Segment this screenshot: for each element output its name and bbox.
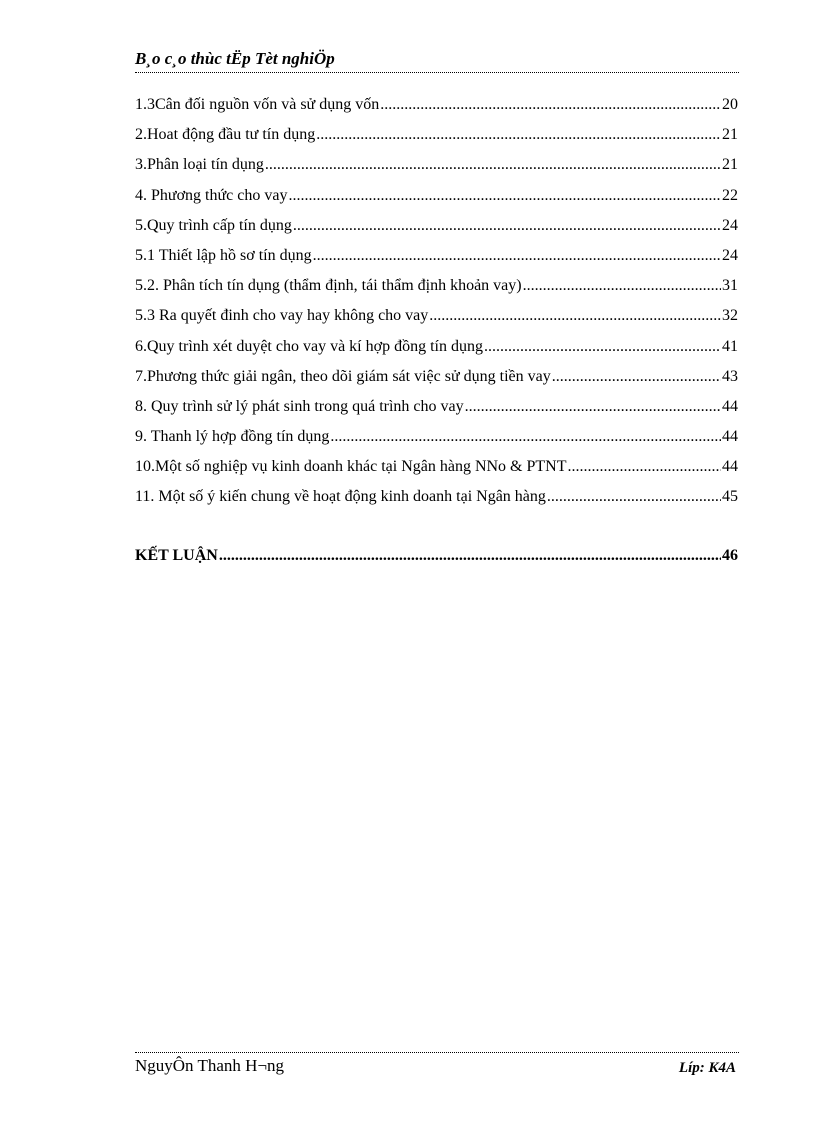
toc-conclusion-page: 46 <box>722 547 738 564</box>
toc-entry-label: 8. Quy trình sử lý phát sinh trong quá trình cho vay <box>135 397 464 415</box>
toc-leader-dots <box>330 425 721 449</box>
table-of-contents <box>135 93 738 516</box>
toc-entry-label: 3.Phân loại tín dụng <box>135 156 264 174</box>
footer-divider <box>135 1052 739 1053</box>
toc-entry-page: 43 <box>722 367 738 385</box>
toc-entry <box>135 123 738 153</box>
toc-entry-label: 4. Phương thức cho vay <box>135 186 288 204</box>
toc-entry-label: 2.Hoat động đầu tư tín dụng <box>135 126 316 144</box>
toc-leader-dots <box>484 335 721 359</box>
toc-entry-page: 32 <box>722 307 738 325</box>
toc-leader-dots <box>265 153 721 177</box>
toc-entry <box>135 214 738 244</box>
toc-entry-label: 6.Quy trình xét duyệt cho vay và kí hợp đồng tín dụng <box>135 337 483 355</box>
toc-entry-page: 44 <box>722 397 738 415</box>
toc-leader-dots <box>547 485 721 509</box>
toc-entry-page: 31 <box>722 277 738 295</box>
toc-entry <box>135 93 738 123</box>
toc-entry-label: 10.Một số nghiệp vụ kinh doanh khác tại Ngân hàng NNo & PTNT <box>135 458 567 476</box>
toc-entry-page: 41 <box>722 337 738 355</box>
toc-entry-page: 24 <box>722 246 738 264</box>
toc-entry-page: 44 <box>722 428 738 446</box>
toc-entry-label: 5.3 Ra quyết đinh cho vay hay không cho vay <box>135 307 429 325</box>
toc-leader-dots <box>288 184 721 208</box>
footer-author: NguyÔn Thanh H¬ng <box>135 1056 285 1075</box>
toc-entry <box>135 274 738 304</box>
toc-leader-dots <box>523 274 721 298</box>
toc-entry-label: 7.Phương thức giải ngân, theo dõi giám sát việc sử dụng tiền vay <box>135 367 551 385</box>
toc-entry-page: 20 <box>722 96 738 113</box>
toc-entry-page: 44 <box>722 458 738 476</box>
toc-entry <box>135 304 738 334</box>
toc-entry-label: 5.Quy trình cấp tín dụng <box>135 216 292 234</box>
toc-conclusion-entry <box>135 544 738 568</box>
toc-entry <box>135 425 738 455</box>
toc-entry <box>135 455 738 485</box>
toc-leader-dots <box>219 544 721 568</box>
toc-leader-dots <box>429 304 721 328</box>
toc-entry <box>135 395 738 425</box>
toc-entry-label: 1.3Cân đối nguồn vốn và sử dụng vốn <box>135 96 380 113</box>
toc-leader-dots <box>313 244 721 268</box>
toc-entry <box>135 184 738 214</box>
toc-entry <box>135 153 738 183</box>
toc-entry-label: 5.2. Phân tích tín dụng (thẩm định, tái thẩm định khoản vay) <box>135 277 522 295</box>
toc-leader-dots <box>316 123 721 147</box>
toc-entry-page: 21 <box>722 156 738 174</box>
toc-conclusion-label: KẾT LUẬN <box>135 547 218 564</box>
toc-entry-label: 9. Thanh lý hợp đồng tín dụng <box>135 428 330 446</box>
toc-entry <box>135 485 738 515</box>
toc-entry <box>135 244 738 274</box>
toc-leader-dots <box>465 395 721 419</box>
toc-entry-page: 22 <box>722 186 738 204</box>
footer-class-label: Líp: K4A <box>678 1060 736 1076</box>
toc-entry-label: 5.1 Thiết lập hồ sơ tín dụng <box>135 246 312 264</box>
toc-entry <box>135 365 738 395</box>
toc-entry-page: 21 <box>722 126 738 144</box>
header-divider <box>135 72 739 73</box>
page-header-title: B¸o c¸o thùc tËp Tèt nghiÖp <box>135 49 335 68</box>
toc-entry-label: 11. Một số ý kiến chung về hoạt động kinh doanh tại Ngân hàng <box>135 488 546 506</box>
toc-leader-dots <box>568 455 722 479</box>
toc-leader-dots <box>293 214 721 238</box>
toc-entry-page: 24 <box>722 216 738 234</box>
toc-entry <box>135 335 738 365</box>
toc-leader-dots <box>552 365 721 389</box>
toc-entry-page: 45 <box>722 488 738 506</box>
toc-leader-dots <box>380 93 721 117</box>
